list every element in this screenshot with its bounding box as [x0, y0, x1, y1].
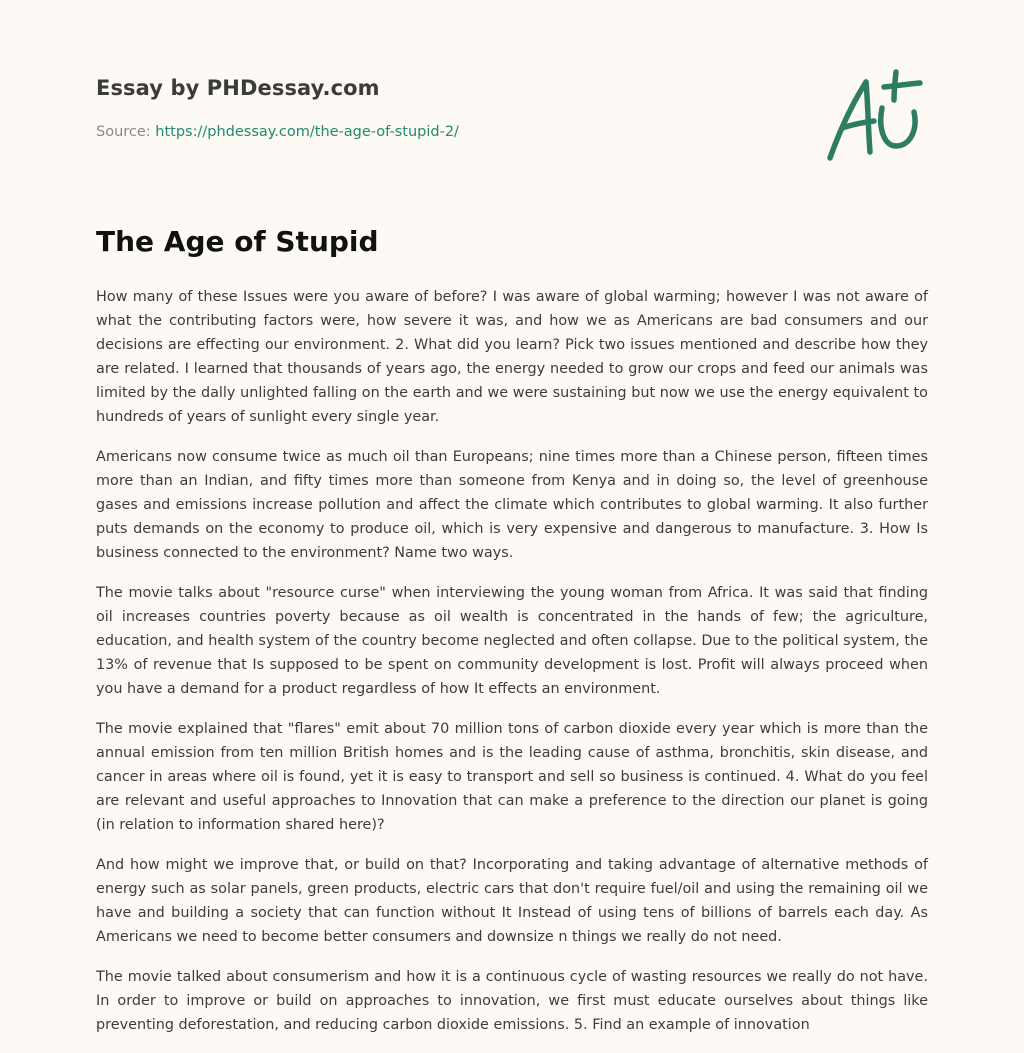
essay-title: The Age of Stupid	[96, 225, 379, 258]
essay-paragraph: How many of these Issues were you aware of before? I was aware of global warming; however I was not aware of what the contributing factors were, how severe it was, and how we as Americans are bad consumers and our decisions are effecting our environment. 2. What did you learn? Pick two issues mentioned and describe how they are related. I learned that thousands of years ago, the energy needed to grow our crops and feed our animals was limited by the dally unlighted falling on the earth and we were sustaining but now we use the energy equivalent to hundreds of years of sunlight every single year.	[96, 289, 928, 425]
brand-title: Essay by PHDessay.com	[96, 76, 380, 100]
source-label: Source:	[96, 124, 156, 140]
source-link[interactable]: https://phdessay.com/the-age-of-stupid-2/	[155, 124, 459, 140]
a-plus-logo-icon	[822, 68, 932, 168]
essay-paragraph: And how might we improve that, or build on that? Incorporating and taking advantage of alternative methods of energy such as solar panels, green products, electric cars that don't require fuel/oil and using the remaining oil we have and building a society that can function without It Instead of using tens of billions of barrels each day. As Americans we need to become better consumers and downsize n things we really do not need.	[96, 857, 928, 945]
essay-paragraph: Americans now consume twice as much oil than Europeans; nine times more than a Chinese person, fifteen times more than an Indian, and fifty times more than someone from Kenya and in doing so, the level of greenhouse gases and emissions increase pollution and affect the climate which contributes to global warming. It also further puts demands on the economy to produce oil, which is very expensive and dangerous to manufacture. 3. How Is business connected to the environment? Name two ways.	[96, 449, 928, 561]
essay-paragraph: The movie talked about consumerism and how it is a continuous cycle of wasting resources we really do not have. In order to improve or build on approaches to innovation, we first must educate ourselves about things like preventing deforestation, and reducing carbon dioxide emissions. 5. Find an example of innovation	[96, 969, 928, 1033]
essay-paragraph: The movie explained that "flares" emit about 70 million tons of carbon dioxide every year which is more than the annual emission from ten million British homes and is the leading cause of asthma, bronchitis, skin disease, and cancer in areas where oil is found, yet it is easy to transport and sell so business is continued. 4. What do you feel are relevant and useful approaches to Innovation that can make a preference to the direction our planet is going (in relation to information shared here)?	[96, 721, 928, 833]
essay-body	[96, 285, 928, 1053]
essay-paragraph: The movie talks about "resource curse" when interviewing the young woman from Africa. It was said that finding oil increases countries poverty because as oil wealth is concentrated in the hands of few; the agriculture, education, and health system of the country become neglected and often collapse. Due to the political system, the 13% of revenue that Is supposed to be spent on community development is lost. Profit will always proceed when you have a demand for a product regardless of how It effects an environment.	[96, 585, 928, 697]
source-line	[96, 124, 459, 140]
